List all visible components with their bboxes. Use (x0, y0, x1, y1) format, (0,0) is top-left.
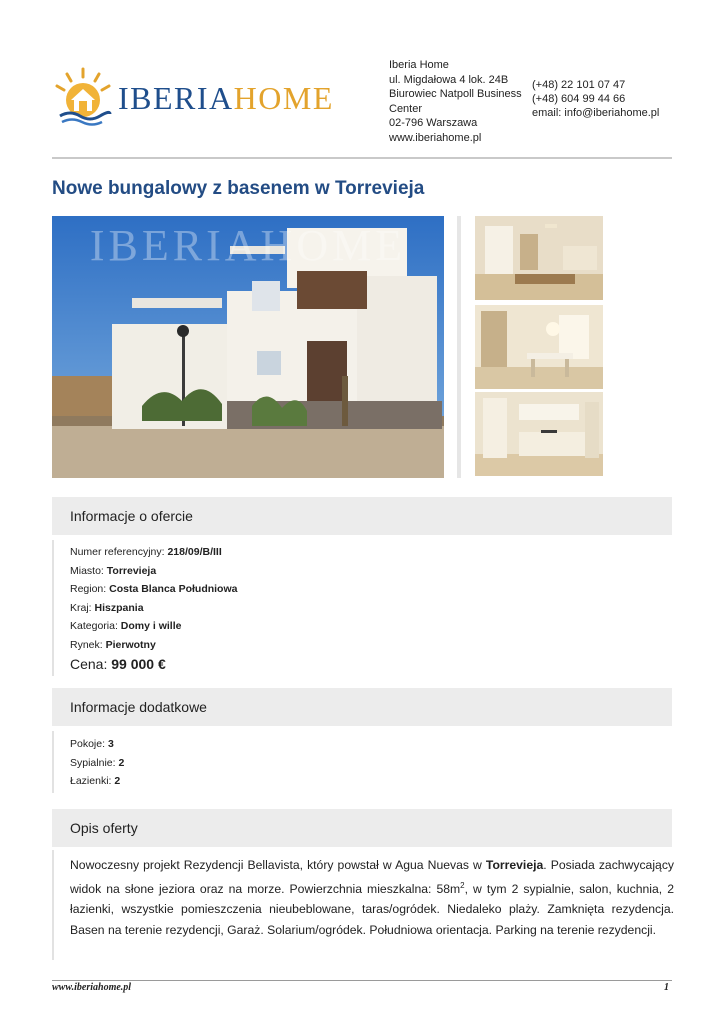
description-part: . Posiada zachwycający widok na słone jeziora oraz na morze. Powierzchnia mieszkalna: 58m (70, 858, 675, 896)
address-line: ul. Migdałowa 4 lok. 24B (389, 73, 509, 86)
thumbnail-kitchen[interactable] (475, 392, 603, 476)
row-value: Hiszpania (94, 601, 144, 614)
offer-info-header (52, 497, 672, 535)
description-text (70, 855, 674, 940)
footer-divider (52, 980, 672, 981)
thumbnail-dining-room[interactable] (475, 305, 603, 389)
row-label: Kraj: (70, 601, 92, 614)
price-label: Cena: (70, 656, 108, 672)
logo-wordmark (118, 80, 334, 117)
additional-info-header (52, 688, 672, 726)
reference-number-row (70, 543, 237, 562)
rooms-row (70, 735, 124, 754)
email-line: email: info@iberiahome.pl (532, 107, 660, 119)
row-value: Domy i wille (120, 620, 182, 632)
category-row (70, 617, 237, 636)
row-label: Łazienki: (70, 775, 112, 787)
sun-house-icon (52, 66, 114, 126)
row-label: Rynek: (70, 638, 103, 651)
superscript: 2 (460, 880, 465, 890)
offer-info-body (52, 540, 672, 676)
market-row (70, 636, 237, 655)
description-part: , w tym 2 sypialnie, salon, kuchnia, 2 łazienki, wszystkie pomieszczenia nieubeblowane, taras/ogródek. Niedaleko plaży. Zamknięta rezydencja. Basen na terenie rezydencji, Garaż. Solarium/ogródek. Południowa orientacja. Parking na terenie rezydencji. (70, 881, 675, 937)
address-line: Center (389, 102, 423, 115)
logo-text-home: HOME (233, 80, 334, 116)
address-line: Iberia Home (389, 59, 449, 71)
company-contact (532, 78, 659, 120)
additional-info-body (52, 731, 672, 793)
header-divider (52, 157, 672, 159)
offer-info-heading: Informacje o ofercie (70, 508, 193, 524)
page-title: Nowe bungalowy z basenem w Torrevieja (52, 178, 425, 199)
logo-text-iberia: IBERIA (118, 80, 234, 116)
row-value: Costa Blanca Południowa (109, 583, 238, 595)
row-label: Miasto: (70, 564, 104, 577)
description-header (52, 809, 672, 847)
row-label: Sypialnie: (70, 756, 116, 769)
row-value: 3 (107, 738, 114, 750)
row-value: 218/09/B/III (167, 546, 222, 558)
row-label: Kategoria: (70, 620, 118, 632)
phone-line: (+48) 604 99 44 66 (532, 93, 626, 105)
description-part: Nowoczesny projekt Rezydencji Bellavista, który powstał w Agua Nuevas w (70, 858, 486, 872)
description-heading: Opis oferty (70, 820, 138, 836)
row-value: 2 (114, 775, 121, 787)
country-row (70, 599, 237, 618)
description-city: Torrevieja (485, 858, 544, 872)
main-property-photo[interactable] (52, 216, 444, 478)
page-number: 1 (664, 982, 669, 993)
price-row (70, 654, 237, 674)
website-link[interactable]: www.iberiahome.pl (389, 131, 482, 144)
footer-website[interactable]: www.iberiahome.pl (52, 982, 132, 993)
row-label: Pokoje: (70, 738, 106, 750)
row-value: Torrevieja (106, 564, 157, 577)
company-address (389, 58, 529, 146)
description-body (52, 850, 675, 960)
phone-line: (+48) 22 101 07 47 (532, 79, 626, 91)
bathrooms-row (70, 772, 124, 791)
row-value: Pierwotny (105, 638, 156, 651)
city-row (70, 562, 237, 581)
photo-divider (457, 216, 461, 478)
bedrooms-row (70, 754, 124, 773)
row-label: Numer referencyjny: (70, 546, 165, 558)
address-line: 02-796 Warszawa (389, 117, 478, 130)
address-line: Biurowiec Natpoll Business (389, 88, 522, 101)
region-row (70, 580, 237, 599)
photo-watermark: IBERIAHOME (89, 221, 407, 270)
additional-info-heading: Informacje dodatkowe (70, 699, 207, 715)
row-value: 2 (118, 756, 125, 769)
price-value: 99 000 € (111, 656, 166, 672)
company-logo (52, 66, 352, 126)
thumbnail-living-room[interactable] (475, 216, 603, 300)
row-label: Region: (70, 583, 107, 595)
